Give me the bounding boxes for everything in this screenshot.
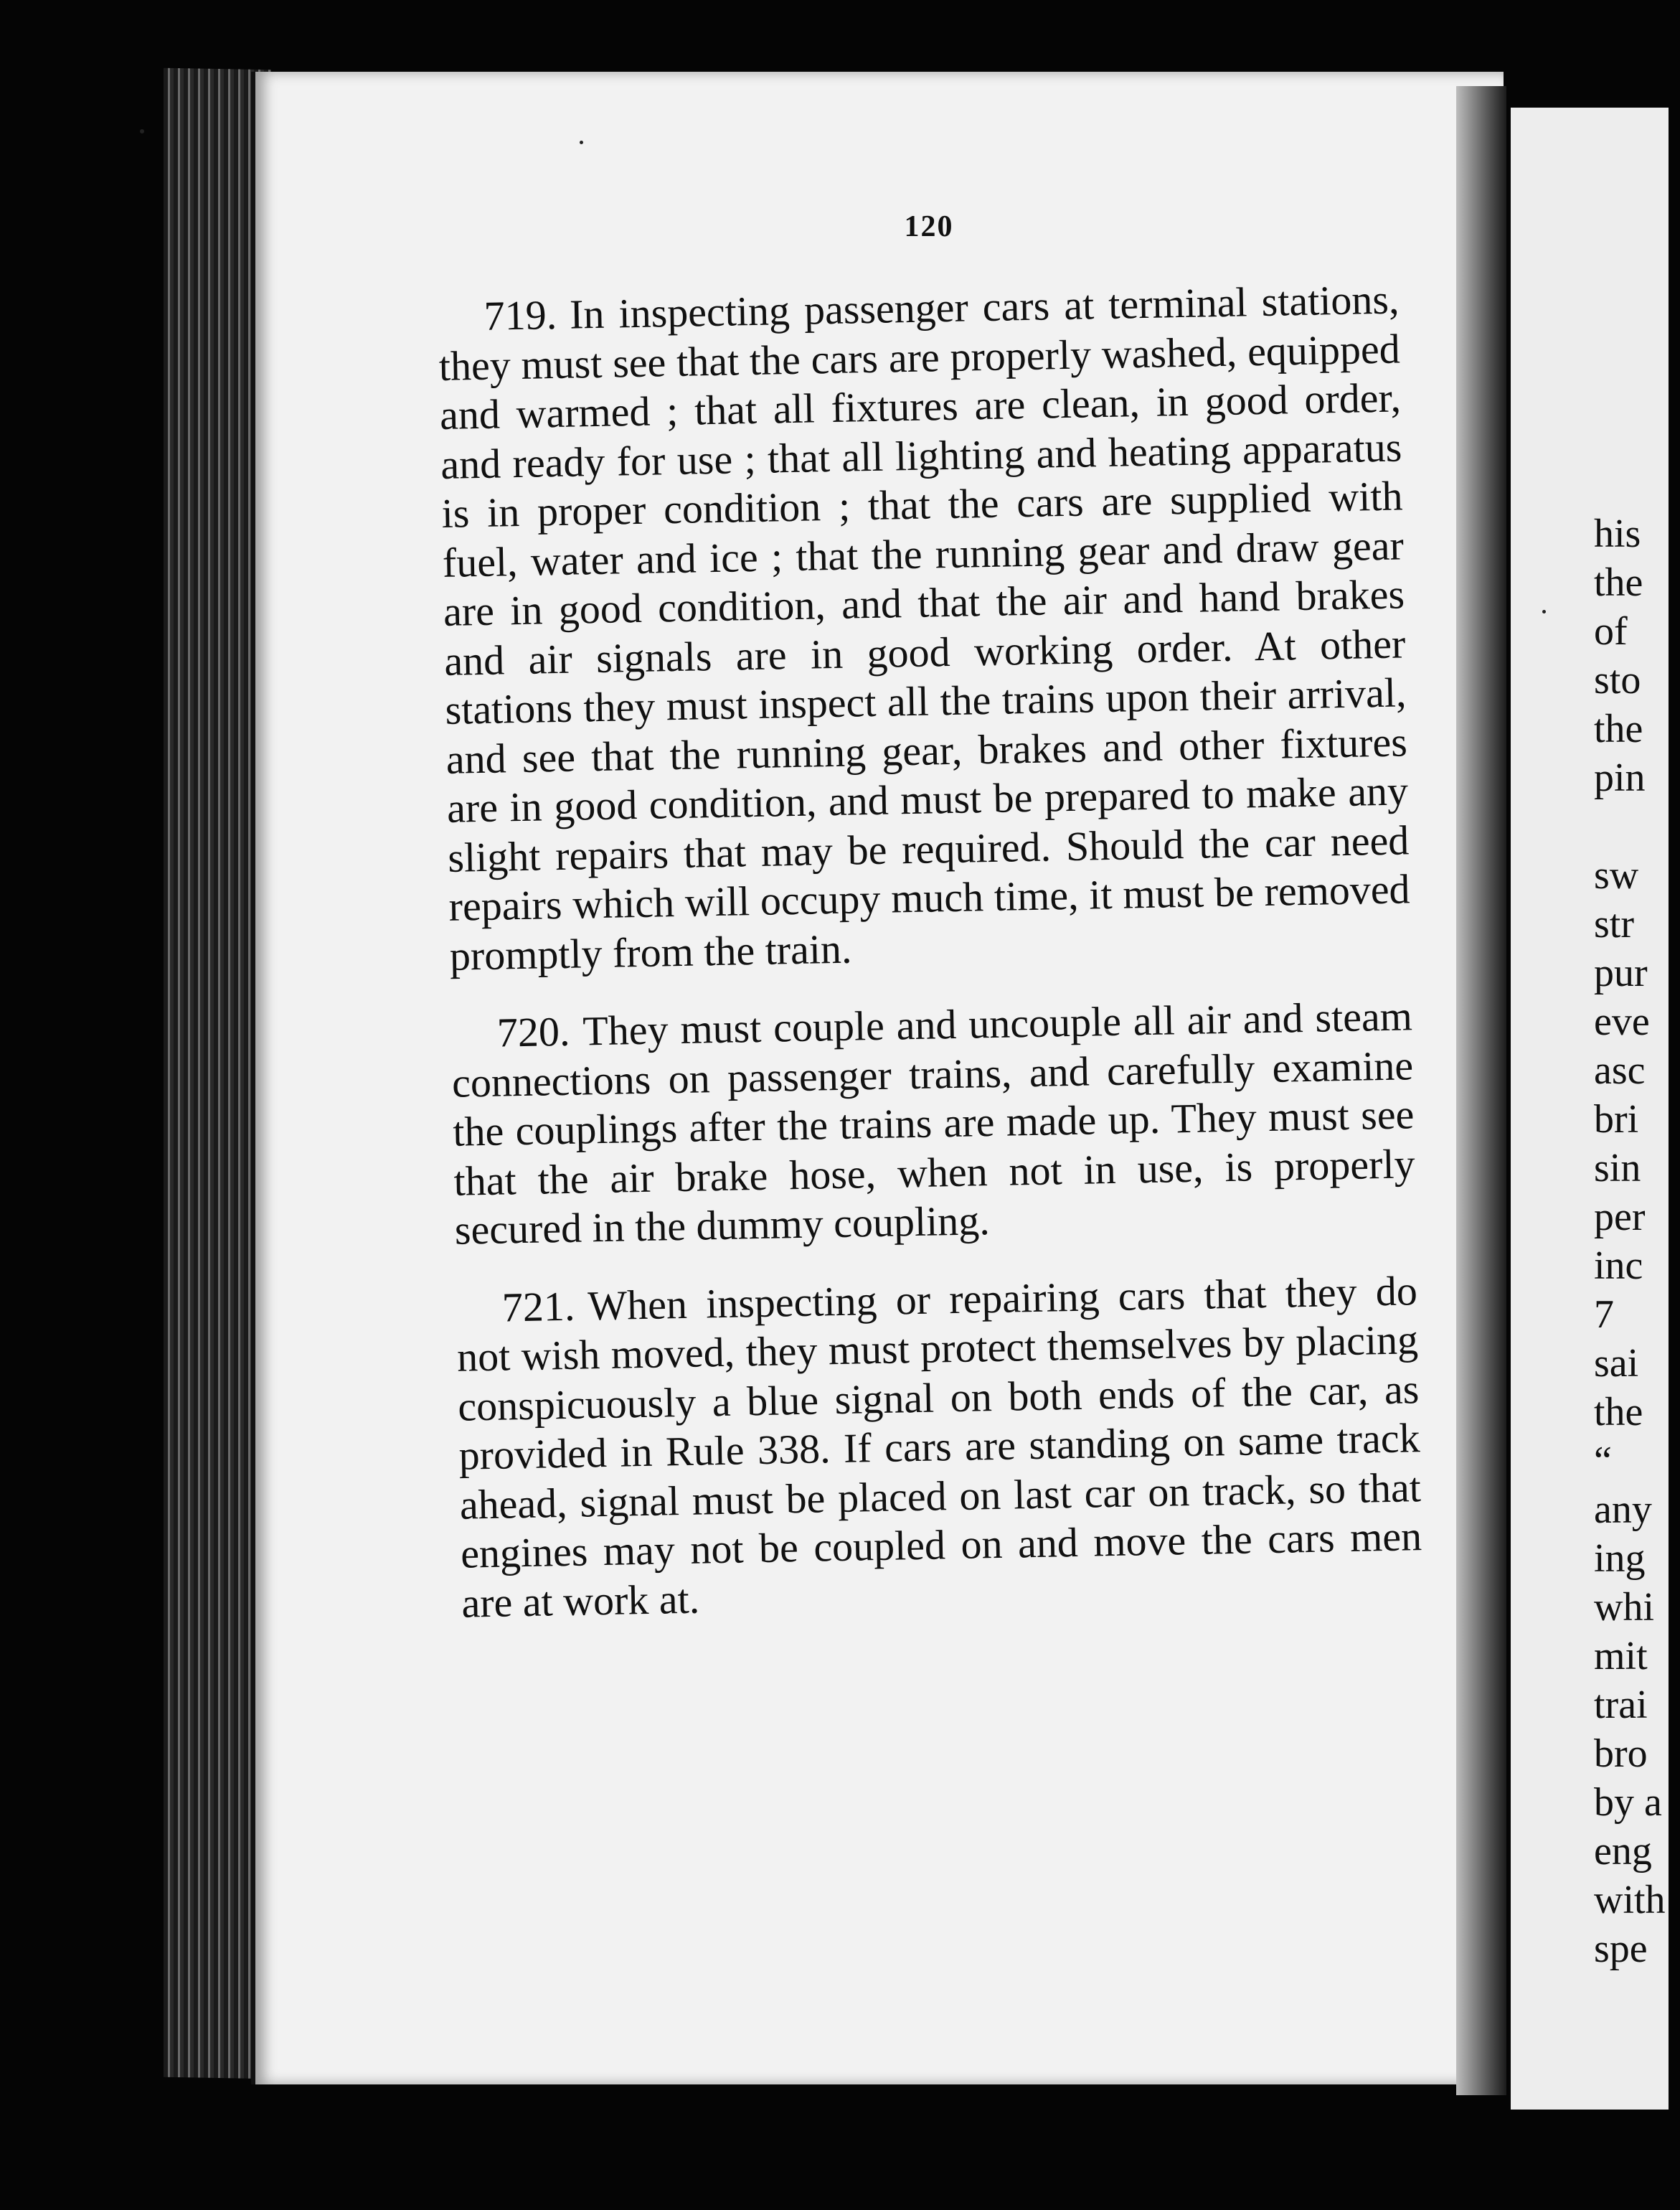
paragraph-number: 720. [496,1007,570,1056]
paragraph-text: When inspecting or repairing cars that they do not wish moved, they must protect themselves by placing conspicuously a blue signal on both ends of the car, as provided in Rule 338. If cars are standing on same track ahead, signal must be placed on last car on track, so that engines may not be coupled on and move the cars men are at work at. [456,1266,1422,1627]
paragraph-number: 719. [483,291,557,339]
dust-speck [1542,610,1546,613]
paragraph-text: In inspecting passenger cars at terminal stations, they must see that the cars are properly washed, equipped and warmed ; that all fixtures are clean, in good order, and ready for use ; that all lighting and heating apparatus is in proper condition ; that the cars are supplied with fuel, water and ice ; that the running gear and draw gear are in good condition, and that the air and hand brakes and air signals are in good working order. At other stations they must inspect all the trains upon their arrival, and see that the running gear, brakes and other fixtures are in good condition, and must be prepared to make any slight repairs that may be required. Should the car need repairs which will occupy much time, it must be removed promptly from the train. [438,276,1411,979]
paragraph-720 [450,992,1416,1255]
right-page-text: his the of sto the pin sw str pur eve asc bri sin per inc 7 sai the “ any ing whi mit trai bro by a eng with spe [1594,512,1666,1971]
dust-speck [580,141,583,144]
paragraph-text: They must couple and uncouple all air and steam connections on passenger trains, and carefully examine the couplings after the trains are made up. They must see that the air brake hose, when not in use, is properly secured in the dummy coupling. [451,992,1416,1254]
paragraph-719 [438,275,1411,980]
paragraph-721 [456,1266,1423,1628]
paragraph-number: 721. [501,1282,575,1331]
right-page-fragment [1511,108,1669,2110]
page-number: 120 [904,210,954,243]
text-block [438,275,1424,1656]
dust-speck [140,129,144,133]
book-gutter [1456,86,1506,2095]
